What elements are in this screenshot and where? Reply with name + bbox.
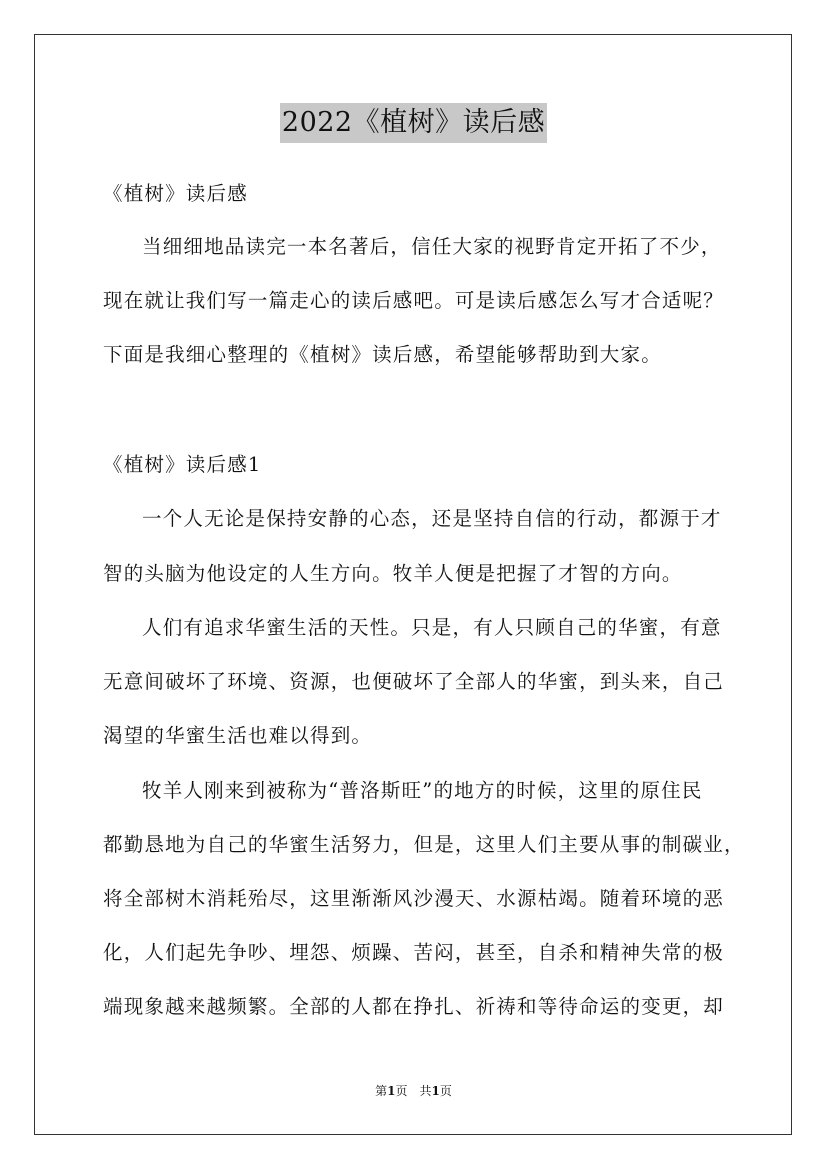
paragraph3-line-5: 端现象越来越频繁。全部的人都在挣扎、祈祷和等待命运的变更，却: [103, 995, 725, 1018]
paragraph3-line-4: 化，人们起先争吵、埋怨、烦躁、苦闷，甚至，自杀和精神失常的极: [103, 941, 725, 964]
paragraph1-line-2: 智的头脑为他设定的人生方向。牧羊人便是把握了才智的方向。: [103, 562, 683, 585]
footer-page-mid: 页 共: [395, 1084, 432, 1098]
footer-page-suffix: 页: [439, 1084, 452, 1098]
paragraph1-line-1: 一个人无论是保持安静的心态，还是坚持自信的行动，都源于才: [142, 507, 722, 530]
title-container: [0, 103, 827, 143]
footer-page-prefix: 第: [375, 1084, 388, 1098]
document-title: 2022《植树》读后感: [280, 103, 547, 143]
paragraph2-line-1: 人们有追求华蜜生活的天性。只是，有人只顾自己的华蜜，有意: [142, 616, 722, 639]
section-heading: 《植树》读后感1: [103, 453, 262, 476]
intro-line-3: 下面是我细心整理的《植树》读后感，希望能够帮助到大家。: [103, 343, 662, 366]
paragraph2-line-3: 渴望的华蜜生活也难以得到。: [103, 724, 373, 747]
footer-total-pages: 1: [431, 1084, 440, 1098]
subtitle: 《植树》读后感: [103, 182, 248, 205]
paragraph3-line-2: 都勤恳地为自己的华蜜生活努力，但是，这里人们主要从事的制碳业，: [103, 833, 745, 856]
page-footer: [0, 1082, 827, 1100]
paragraph3-line-1: 牧羊人刚来到被称为“普洛斯旺”的地方的时候，这里的原住民: [142, 779, 703, 802]
intro-line-2: 现在就让我们写一篇走心的读后感吧。可是读后感怎么写才合适呢？: [103, 289, 725, 312]
intro-line-1: 当细细地品读完一本名著后，信任大家的视野肯定开拓了不少，: [142, 235, 722, 258]
paragraph2-line-2: 无意间破坏了环境、资源，也便破坏了全部人的华蜜，到头来，自己: [103, 670, 725, 693]
footer-page-number: 1: [387, 1084, 396, 1098]
paragraph3-line-3: 将全部树木消耗殆尽，这里渐渐风沙漫天、水源枯竭。随着环境的恶: [103, 887, 725, 910]
